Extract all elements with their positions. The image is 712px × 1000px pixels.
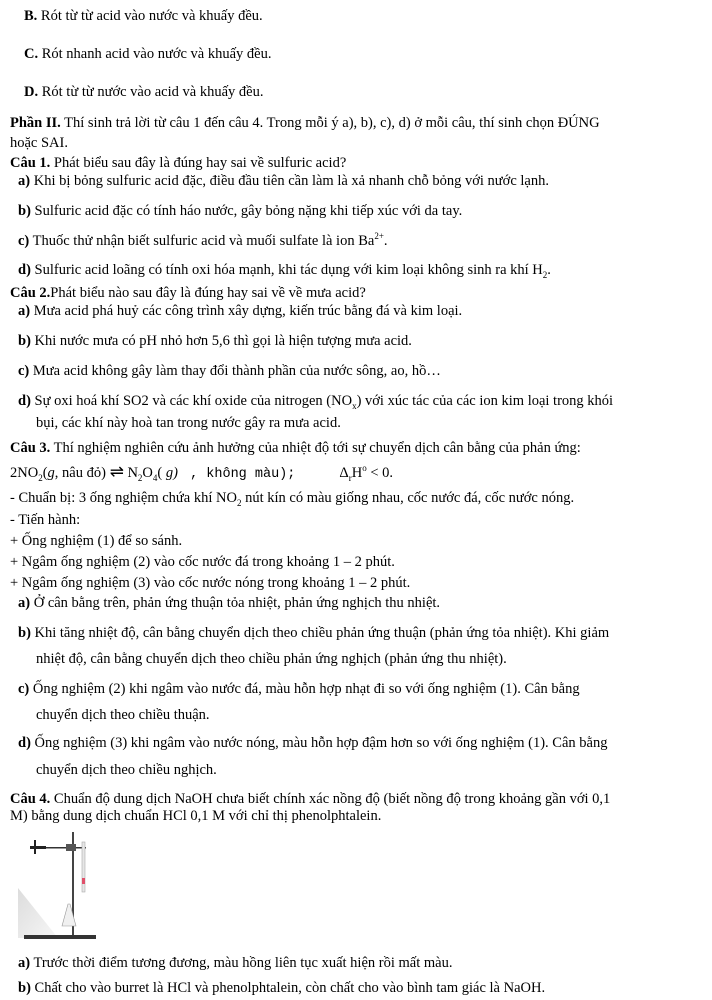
option-text: Rót từ từ nước vào acid và khuấy đều. <box>41 84 264 100</box>
reaction-part: O <box>142 465 153 481</box>
item-text: Ở cân bằng trên, phản ứng thuận tỏa nhiệt, phản ứng nghịch thu nhiệt. <box>33 595 441 611</box>
q3-stem-text: Thí nghiệm nghiên cứu ảnh hưởng của nhiệt độ tới sự chuyển dịch cân bằng của phản ứng: <box>53 440 581 456</box>
option-text: Rót nhanh acid vào nước và khuấy đều. <box>41 46 272 62</box>
item-text: Mưa acid phá huỷ các công trình xây dựng, kiến trúc bằng đá và kim loại. <box>33 303 463 319</box>
q4-stem-text: Chuẩn độ dung dịch NaOH chưa biết chính xác nồng độ (biết nồng độ trong khoảng gần với 0,1 <box>53 791 611 807</box>
equilibrium-arrow-icon: ⇌ <box>109 462 124 482</box>
item-key: a) <box>18 595 31 611</box>
q1-item-d <box>18 262 551 279</box>
subscript: 4 <box>152 472 158 483</box>
titration-apparatus-drawing <box>18 828 104 943</box>
q3-reaction <box>10 464 393 483</box>
q3-item-d-line2: chuyển dịch theo chiều nghịch. <box>36 762 217 778</box>
item-key: b) <box>18 980 31 996</box>
item-key: b) <box>18 333 31 349</box>
option-d <box>24 84 263 101</box>
q3-item-b-line2: nhiệt độ, cân bằng chuyển dịch theo chiều phản ứng nghịch (phản ứng thu nhiệt). <box>36 651 507 667</box>
prep-text: nút kín có màu giống nhau, cốc nước đá, cốc nước nóng. <box>241 490 575 506</box>
state-symbol: g <box>47 465 55 481</box>
q3-preparation <box>10 490 574 507</box>
subscript: 2 <box>137 472 143 483</box>
item-text: Khi nước mưa có pH nhỏ hơn 5,6 thì gọi là hiện tượng mưa acid. <box>34 333 412 349</box>
option-b <box>24 8 263 25</box>
q2-item-d-line2: bụi, các khí này hoà tan trong nước gây ra mưa acid. <box>36 415 341 431</box>
superscript: o <box>362 463 367 474</box>
enthalpy-part: < 0. <box>366 465 394 481</box>
q1-stem-text: Phát biểu sau đây là đúng hay sai về sulfuric acid? <box>53 155 347 171</box>
q4-item-a <box>18 955 452 972</box>
subscript: r <box>348 472 352 483</box>
subscript: 2 <box>542 269 548 280</box>
q3-procedure-title: - Tiến hành: <box>10 512 81 528</box>
option-key: D. <box>24 84 39 100</box>
reaction-part: , nâu đỏ) <box>54 465 106 481</box>
ion-charge: 2+ <box>374 231 384 242</box>
item-text: Sulfuric acid đặc có tính háo nước, gây bỏng nặng khi tiếp xúc với da tay. <box>34 203 463 219</box>
titration-apparatus-icon <box>18 828 104 943</box>
subscript: x <box>352 400 357 411</box>
item-key: c) <box>18 233 30 249</box>
item-text: Khi tăng nhiệt độ, cân bằng chuyển dịch theo chiều phản ứng thuận (phản ứng tỏa nhiệt). Khi giảm <box>34 625 610 641</box>
q1-item-b <box>18 203 462 220</box>
reaction-part: 2NO <box>10 465 39 481</box>
prep-text: - Chuẩn bị: 3 ống nghiệm chứa khí NO <box>10 490 237 506</box>
q2-item-c <box>18 363 441 380</box>
q4-stem <box>10 791 610 808</box>
item-text: Sự oxi hoá khí SO2 và các khí oxide của nitrogen (NO <box>34 393 353 409</box>
item-text: Ống nghiệm (3) khi ngâm vào nước nóng, màu hỗn hợp đậm hơn so với ống nghiệm (1). Cân bằng <box>34 735 608 751</box>
item-text: Ống nghiệm (2) khi ngâm vào nước đá, màu hỗn hợp nhạt đi so với ống nghiệm (1). Cân bằng <box>32 681 580 697</box>
item-key: a) <box>18 173 31 189</box>
reaction-part: , không màu); <box>181 467 296 482</box>
reaction-part: ( <box>42 465 48 481</box>
item-key: c) <box>18 363 30 379</box>
item-text: Mưa acid không gây làm thay đổi thành phần của nước sông, ao, hồ… <box>32 363 441 379</box>
item-key: a) <box>18 955 31 971</box>
q3-item-b <box>18 625 609 642</box>
q3-item-c <box>18 681 580 698</box>
q3-item-c-line2: chuyển dịch theo chiều thuận. <box>36 707 210 723</box>
item-text: Trước thời điểm tương đương, màu hồng liên tục xuất hiện rồi mất màu. <box>33 955 453 971</box>
item-key: b) <box>18 625 31 641</box>
item-text: ) với xúc tác của các ion kim loại trong khói <box>356 393 614 409</box>
reaction-part: ( <box>157 465 163 481</box>
q3-item-d <box>18 735 607 752</box>
enthalpy <box>339 465 393 481</box>
q3-step-2: + Ngâm ống nghiệm (2) vào cốc nước đá trong khoảng 1 – 2 phút. <box>10 554 395 570</box>
option-c <box>24 46 271 63</box>
item-key: d) <box>18 735 31 751</box>
q2-stem <box>10 285 366 302</box>
subscript: 2 <box>38 472 43 483</box>
item-text: Sulfuric acid loãng có tính oxi hóa mạnh, khi tác dụng với kim loại không sinh ra khí H <box>34 262 543 278</box>
option-key: C. <box>24 46 39 62</box>
q3-step-1: + Ống nghiệm (1) để so sánh. <box>10 533 183 549</box>
item-key: b) <box>18 203 31 219</box>
q1-label: Câu 1. <box>10 155 51 171</box>
q4-label: Câu 4. <box>10 791 51 807</box>
item-text: Chất cho vào burret là HCl và phenolphtalein, còn chất cho vào bình tam giác là NaOH. <box>34 980 546 996</box>
part-ii-intro-text: Thí sinh trả lời từ câu 1 đến câu 4. Trong mỗi ý a), b), c), d) ở mỗi câu, thí sinh chọn ĐÚNG <box>64 115 600 131</box>
item-key: c) <box>18 681 30 697</box>
q1-item-a <box>18 173 549 190</box>
indicator-drop <box>82 878 85 884</box>
part-ii-intro-line2: hoặc SAI. <box>10 135 68 151</box>
q2-item-a <box>18 303 462 320</box>
q3-label: Câu 3. <box>10 440 51 456</box>
item-end: . <box>547 262 551 278</box>
option-text: Rót từ từ acid vào nước và khuấy đều. <box>40 8 263 24</box>
enthalpy-part: H <box>351 465 363 481</box>
item-key: a) <box>18 303 31 319</box>
q1-stem <box>10 155 346 172</box>
q4-stem-line2: M) bằng dung dịch chuẩn HCl 0,1 M với chỉ thị phenolphtalein. <box>10 808 382 824</box>
item-text: Thuốc thử nhận biết sulfuric acid và muối sulfate là ion Ba <box>32 233 375 249</box>
q2-item-d <box>18 393 613 410</box>
state-symbol: g) <box>162 465 178 481</box>
item-end: . <box>383 233 388 249</box>
part-ii-intro <box>10 115 600 132</box>
q2-stem-text: Phát biểu nào sau đây là đúng hay sai về về mưa acid? <box>50 285 366 301</box>
q3-stem <box>10 440 581 457</box>
option-key: B. <box>24 8 38 24</box>
item-text: Khi bị bỏng sulfuric acid đặc, điều đầu tiên cần làm là xả nhanh chỗ bỏng với nước lạnh. <box>33 173 549 189</box>
q1-item-c <box>18 233 388 250</box>
part-ii-title: Phần II. <box>10 115 61 131</box>
q3-item-a <box>18 595 440 612</box>
q2-label: Câu 2. <box>10 285 51 301</box>
item-key: d) <box>18 393 31 409</box>
subscript: 2 <box>236 497 242 508</box>
enthalpy-part: Δ <box>339 465 349 481</box>
reaction-part: N <box>127 465 138 481</box>
q2-item-b <box>18 333 412 350</box>
q4-item-b <box>18 980 545 997</box>
item-key: d) <box>18 262 31 278</box>
q3-step-3: + Ngâm ống nghiệm (3) vào cốc nước nóng trong khoảng 1 – 2 phút. <box>10 575 411 591</box>
